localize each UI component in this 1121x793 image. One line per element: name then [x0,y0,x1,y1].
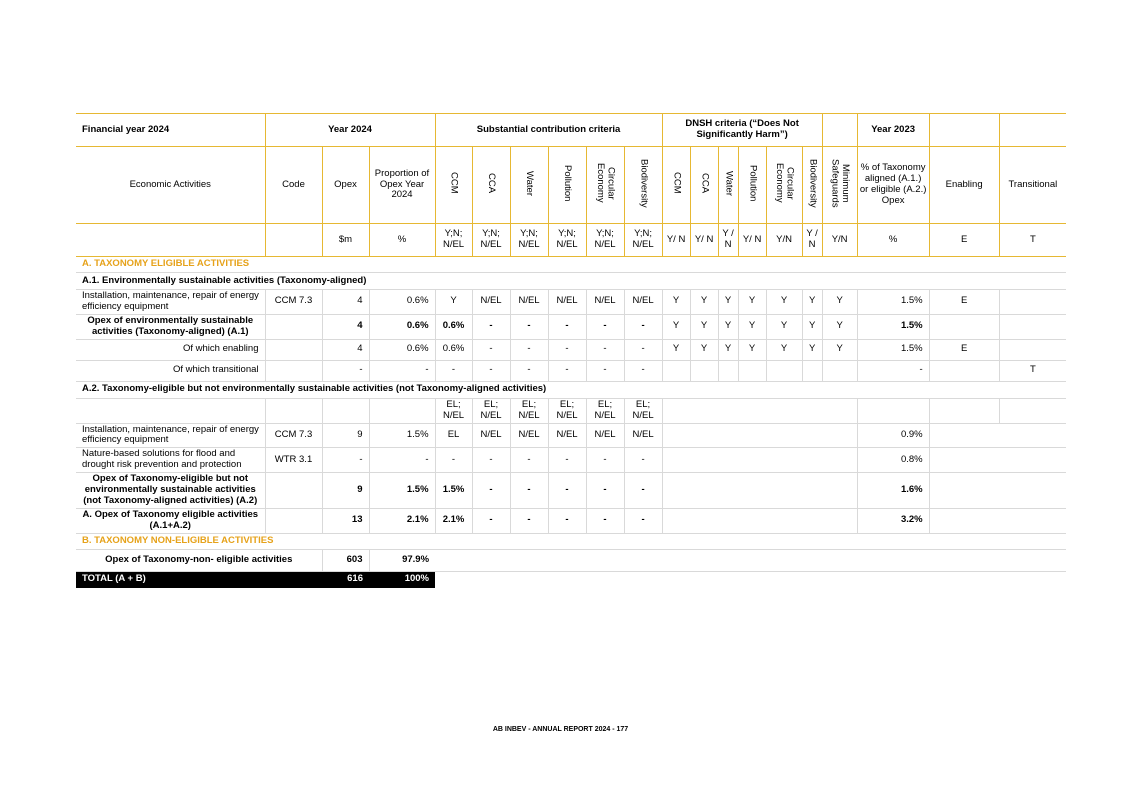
proportion-value: 1.5% [369,473,435,509]
dnsh-value: Y [738,290,766,315]
proportion-value: - [369,360,435,381]
dnsh-water-header: Water [723,170,735,196]
sc-value: N/EL [472,290,510,315]
dnsh-value: Y [718,339,738,360]
pct-value: 1.6% [857,473,929,509]
sc-value: - [510,360,548,381]
dnsh-value: Y [802,290,822,315]
a2-units-row [76,398,1066,423]
sc-value: - [548,473,586,509]
dnsh-criteria-header: DNSH criteria (“Does Not Significantly Harm”) [662,114,822,147]
opex-value: 4 [322,290,369,315]
sc-unit: Y;N; N/EL [586,224,624,257]
enabling-value: E [929,339,999,360]
sc-value: - [548,314,586,339]
min-safeguard-value: Y [822,314,857,339]
activity-code: WTR 3.1 [265,448,322,473]
sc-value: - [472,448,510,473]
activity-name: Of which enabling [76,339,265,360]
sc-ccm-header: CCM [448,172,460,194]
dnsh-unit: Y / N [802,224,822,257]
section-a-row [76,257,1066,273]
dnsh-pollution-header: Pollution [747,164,759,202]
activity-name: Installation, maintenance, repair of energy efficiency equipment [76,290,265,315]
sc-value: - [548,448,586,473]
a2-unit: EL; N/EL [435,398,472,423]
dnsh-value: Y [718,314,738,339]
year-2024-header: Year 2024 [265,114,435,147]
opex-value: 9 [322,473,369,509]
sc-value: - [586,508,624,533]
blank-header-cell [929,114,999,147]
proportion-value: 0.6% [369,339,435,360]
activity-name: Nature-based solutions for flood and drought risk prevention and protection [76,448,265,473]
enabling-unit: E [929,224,999,257]
sc-value: - [472,360,510,381]
activity-code: CCM 7.3 [265,423,322,448]
financial-year-header: Financial year 2024 [76,114,265,147]
sc-value: - [624,448,662,473]
pct-value: 1.5% [857,314,929,339]
sc-value: - [435,448,472,473]
total-label: TOTAL (A + B) [76,571,322,588]
proportion-value: 2.1% [369,508,435,533]
sc-value: N/EL [624,290,662,315]
opex-value: 4 [322,339,369,360]
sc-value: - [510,508,548,533]
activity-code: CCM 7.3 [265,290,322,315]
pct-value: 3.2% [857,508,929,533]
transitional-value: T [999,360,1066,381]
min-safeguard-value [822,360,857,381]
dnsh-value: Y [690,314,718,339]
sc-value: - [624,508,662,533]
enabling-value: E [929,290,999,315]
blank-header-cell [999,114,1066,147]
dnsh-value: Y [690,290,718,315]
economic-activities-header: Economic Activities [76,147,265,224]
table-row [76,360,1066,381]
dnsh-value: Y [802,314,822,339]
blank-header-cell [822,114,857,147]
activity-code [265,508,322,533]
min-safeguard-value: Y [822,339,857,360]
a2-unit: EL; N/EL [548,398,586,423]
opex-header: Opex [322,147,369,224]
sc-value: - [586,360,624,381]
table-row [76,508,1066,533]
dnsh-cca-header: CCA [699,173,711,194]
table-row [76,448,1066,473]
transitional-value [999,314,1066,339]
total-proportion: 100% [369,571,435,588]
dnsh-value: Y [662,314,690,339]
sc-unit: Y;N; N/EL [548,224,586,257]
sc-value: - [586,473,624,509]
activity-name: Opex of Taxonomy-non- eligible activities [76,549,322,571]
sc-value: N/EL [586,290,624,315]
activity-name: Opex of environmentally sustainable activities (Taxonomy-aligned) (A.1) [76,314,265,339]
opex-unit: $m [322,224,369,257]
table-row [76,473,1066,509]
sc-value: - [510,473,548,509]
sc-value: 1.5% [435,473,472,509]
sc-value: - [510,448,548,473]
pct-value: 0.9% [857,423,929,448]
dnsh-unit: Y/ N [738,224,766,257]
a2-unit: EL; N/EL [586,398,624,423]
pct-value: 1.5% [857,339,929,360]
activity-name: A. Opex of Taxonomy eligible activities (A.1+A.2) [76,508,265,533]
total-row [76,571,1066,588]
taxonomy-table-wrapper [76,113,1066,588]
sc-value: - [472,339,510,360]
sc-value: - [472,314,510,339]
sc-value: - [510,314,548,339]
dnsh-unit: Y/ N [662,224,690,257]
section-b-row [76,533,1066,549]
dnsh-value [690,360,718,381]
activity-name: Opex of Taxonomy-eligible but not environmentally sustainable activities (not Taxonomy-aligned activities) (A.2) [76,473,265,509]
opex-value: 4 [322,314,369,339]
pct-value: - [857,360,929,381]
substantial-criteria-header: Substantial contribution criteria [435,114,662,147]
sc-value: N/EL [472,423,510,448]
pct-value: 0.8% [857,448,929,473]
sc-value: N/EL [586,423,624,448]
sc-value: - [510,339,548,360]
sc-value: - [624,314,662,339]
sc-unit: Y;N; N/EL [624,224,662,257]
opex-value: 9 [322,423,369,448]
activity-name: Installation, maintenance, repair of energy efficiency equipment [76,423,265,448]
sc-value: - [472,473,510,509]
minimum-safeguards-header: Minimum Safeguards [829,158,852,208]
section-a2-title: A.2. Taxonomy-eligible but not environmentally sustainable activities (not Taxonomy-aligned activities) [76,381,1066,398]
activity-code [265,360,322,381]
sc-value: EL [435,423,472,448]
proportion-value: 0.6% [369,314,435,339]
activity-code [265,473,322,509]
dnsh-value [662,360,690,381]
dnsh-ccm-header: CCM [671,172,683,194]
sc-value: - [548,508,586,533]
proportion-header: Proportion of Opex Year 2024 [369,147,435,224]
opex-value: - [322,448,369,473]
table-row [76,314,1066,339]
table-row [76,549,1066,571]
min-safeguard-value: Y [822,290,857,315]
sc-value: - [586,314,624,339]
dnsh-value [718,360,738,381]
sc-value: N/EL [548,290,586,315]
dnsh-unit: Y/N [766,224,802,257]
transitional-unit: T [999,224,1066,257]
dnsh-value: Y [662,290,690,315]
pct-taxonomy-header: % of Taxonomy aligned (A.1.) or eligible (A.2.) Opex [857,147,929,224]
activity-code [265,314,322,339]
sc-water-header: Water [524,170,536,196]
dnsh-value [766,360,802,381]
sc-value: N/EL [548,423,586,448]
enabling-value [929,314,999,339]
section-b-title: B. TAXONOMY NON-ELIGIBLE ACTIVITIES [76,533,1066,549]
activity-code [265,339,322,360]
sc-value: 0.6% [435,314,472,339]
enabling-header: Enabling [929,147,999,224]
dnsh-value: Y [738,314,766,339]
taxonomy-opex-table [76,113,1066,588]
dnsh-biodiversity-header: Biodiversity [807,158,819,208]
proportion-value: - [369,448,435,473]
proportion-value: 97.9% [369,549,435,571]
dnsh-value [802,360,822,381]
opex-value: - [322,360,369,381]
dnsh-value: Y [690,339,718,360]
dnsh-value [738,360,766,381]
sc-value: - [624,339,662,360]
sc-unit: Y;N; N/EL [435,224,472,257]
sc-value: - [548,360,586,381]
dnsh-value: Y [766,290,802,315]
section-a-title: A. TAXONOMY ELIGIBLE ACTIVITIES [76,257,1066,273]
dnsh-value: Y [766,314,802,339]
sc-unit: Y;N; N/EL [510,224,548,257]
sc-value: N/EL [624,423,662,448]
opex-value: 603 [322,549,369,571]
dnsh-value: Y [718,290,738,315]
dnsh-value: Y [766,339,802,360]
section-a1-title: A.1. Environmentally sustainable activities (Taxonomy-aligned) [76,273,1066,290]
sc-value: - [586,339,624,360]
sc-unit: Y;N; N/EL [472,224,510,257]
dnsh-value: Y [662,339,690,360]
transitional-header: Transitional [999,147,1066,224]
activity-name: Of which transitional [76,360,265,381]
section-a2-row [76,381,1066,398]
header-row-2 [76,147,1066,224]
dnsh-unit: Y/ N [690,224,718,257]
sc-value: N/EL [510,290,548,315]
total-opex: 616 [322,571,369,588]
sc-value: 2.1% [435,508,472,533]
transitional-value [999,339,1066,360]
a2-unit: EL; N/EL [472,398,510,423]
proportion-value: 0.6% [369,290,435,315]
sc-value: - [624,360,662,381]
table-row [76,423,1066,448]
min-unit: Y/N [822,224,857,257]
transitional-value [999,290,1066,315]
sc-pollution-header: Pollution [562,164,574,202]
sc-value: - [435,360,472,381]
code-header: Code [265,147,322,224]
proportion-unit: % [369,224,435,257]
enabling-value [929,360,999,381]
sc-value: 0.6% [435,339,472,360]
sc-value: N/EL [510,423,548,448]
dnsh-circular-header: Circular Economy [774,163,796,203]
sc-value: - [586,448,624,473]
table-row [76,339,1066,360]
pct-value: 1.5% [857,290,929,315]
pct-unit: % [857,224,929,257]
dnsh-value: Y [802,339,822,360]
sc-biodiversity-header: Biodiversity [638,158,650,208]
table-row [76,290,1066,315]
sc-value: - [472,508,510,533]
section-a1-row [76,273,1066,290]
dnsh-unit: Y / N [718,224,738,257]
a2-unit: EL; N/EL [510,398,548,423]
page-footer: AB INBEV - ANNUAL REPORT 2024 - 177 [492,726,629,733]
proportion-value: 1.5% [369,423,435,448]
a2-unit: EL; N/EL [624,398,662,423]
sc-circular-header: Circular Economy [595,163,617,203]
sc-value: - [548,339,586,360]
dnsh-value: Y [738,339,766,360]
header-row-1 [76,114,1066,147]
year-2023-header: Year 2023 [857,114,929,147]
units-row [76,224,1066,257]
sc-value: Y [435,290,472,315]
opex-value: 13 [322,508,369,533]
sc-value: - [624,473,662,509]
sc-cca-header: CCA [486,173,498,194]
